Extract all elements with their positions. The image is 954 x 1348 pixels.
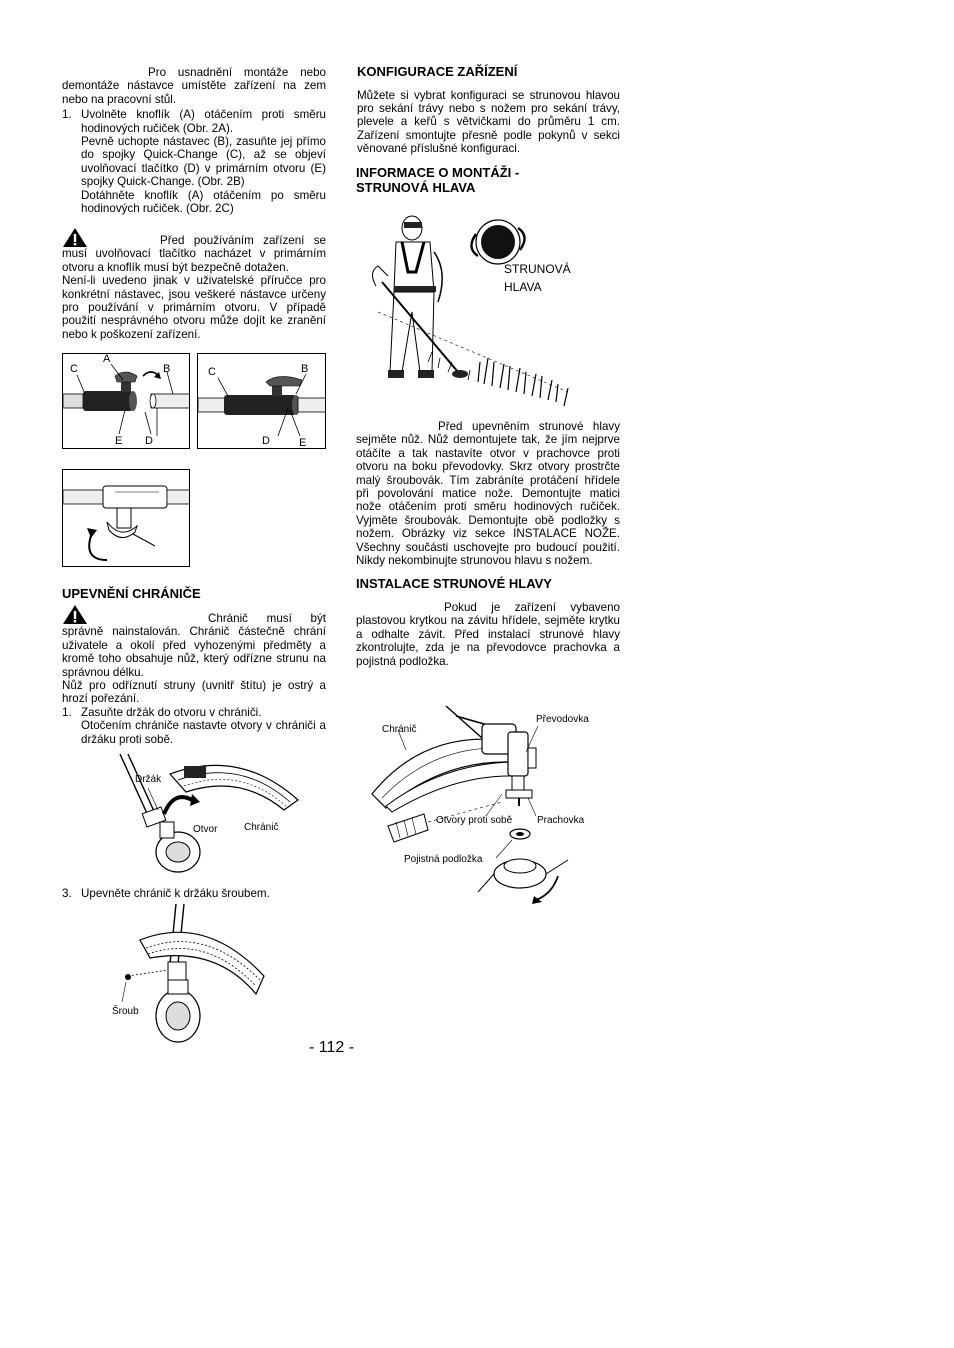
info-text-block — [356, 420, 620, 668]
guard-step-1 — [62, 706, 326, 719]
step-number: 1. — [62, 705, 72, 719]
label-guard: Chránič — [244, 822, 279, 833]
figure-2c — [62, 469, 190, 567]
label-e: E — [299, 437, 307, 449]
info-heading-line-2: STRUNOVÁ HLAVA — [356, 180, 476, 196]
step-text: Upevněte chránič k držáku šroubem. — [81, 887, 270, 900]
label-holder: Držák — [135, 774, 162, 785]
step-text: Zasuňte držák do otvoru v chrániči. — [81, 705, 262, 719]
label-hole: Otvor — [193, 824, 218, 835]
label-dust-cup: Prachovka — [537, 815, 585, 826]
label-gearbox: Převodovka — [536, 714, 589, 725]
assembly-step-1b: Pevně uchopte nástavec (B), zasuňte jej přímo do spojky Quick-Change (C), až se objeví uvolňovací tlačítko (D) v primárním otvoru (E) spojky Quick-Change. (Obr. 2B) — [81, 135, 326, 189]
figure-operator-string-head — [368, 212, 578, 412]
label-d: D — [145, 435, 153, 447]
guard-section — [62, 586, 326, 602]
label-guard: Chránič — [382, 724, 417, 735]
warning-1-continued: Není-li uvedeno jinak v uživatelské příručce pro konkrétní nástavec, jsou veškeré nástavce určeny pro používání v primárním otvoru. V případě použití nesprávného otvoru může dojít ke zranění nebo k poškození zařízení. — [62, 274, 326, 341]
guard-heading: UPEVNĚNÍ CHRÁNIČE — [62, 586, 201, 601]
install-text: Pokud je zařízení vybaveno plastovou krytkou na závitu hřídele, sejměte krytku a odhalte závit. Před instalací strunové hlavy zkontrolujte, zda je na převodovce prachovka a pojistná podložka. — [356, 600, 620, 668]
label-string-head-1: STRUNOVÁ — [504, 262, 571, 276]
label-d: D — [262, 435, 270, 447]
info-text: Před upevněním strunové hlavy sejměte nůž. Nůž demontujete tak, že jím nejprve otáčíte a tak nastavíte otvor v prachovce proti otvoru na boku převodovky. Skrz otvory prostrčte malý šroubovák. Tím zabráníte protáčení hřídele při povolování matice nože. Demontujte matici nože otáčením proti směru hodinových ručiček. Vyjměte šroubovák. Demontujte obě podložky s nožem. Obrázky viz sekce INSTALACE NOŽE. Všechny součásti uschovejte pro budoucí použití. Nikdy nekombinujte strunovou hlavu s nožem. — [356, 420, 620, 568]
operator-trimmer-illustration — [368, 212, 578, 412]
config-text: Můžete si vybrat konfiguraci se strunovou hlavou pro sekání trávy nebo s nožem pro sekání trávy, plevele a keřů s větvičkami do průměru 1 cm. Zařízení smontujte přesně podle pokynů v sekci věnované příslušné konfiguraci. — [357, 88, 620, 156]
page-number: - 112 - — [309, 1039, 355, 1056]
assembly-step-1c: Dotáhněte knoflík (A) otáčením po směru hodinových ručiček. (Obr. 2C) — [81, 188, 326, 216]
figure-guard-screw — [106, 904, 268, 1046]
knob-tightening-illustration — [63, 470, 190, 567]
warning-block-1 — [62, 234, 326, 341]
quick-change-coupler-illustration — [63, 354, 190, 449]
label-b: B — [163, 363, 171, 375]
left-column — [62, 66, 326, 215]
step-number: 1. — [62, 108, 72, 122]
label-lock-washer: Pojistná podložka — [404, 854, 483, 865]
step-text: Uvolněte knoflík (A) otáčením proti směru hodinových ručiček (Obr. 2A). — [81, 108, 326, 135]
label-b: B — [301, 363, 309, 375]
step-number: 3. — [62, 887, 72, 900]
label-e: E — [115, 435, 123, 447]
guard-text — [62, 612, 326, 746]
figure-guard-holder — [100, 754, 300, 879]
guard-warning-text: Chránič musí být správně nainstalován. Chránič částečně chrání uživatele a okolí před vyhozenými předměty a kromě toho obsahuje nůž, který odřízne strunu na správnou délku. — [62, 612, 326, 679]
figure-2a — [62, 353, 190, 449]
warning-1-text: Před používáním zařízení se musí uvolňovací tlačítko nacházet v primárním otvoru a knoflík musí být bezpečně dotažen. — [62, 234, 326, 274]
label-c: C — [70, 363, 78, 375]
guard-holder-illustration — [100, 754, 300, 879]
label-screw: Šroub — [112, 1006, 139, 1017]
config-heading: KONFIGURACE ZAŘÍZENÍ — [357, 64, 518, 79]
guard-screw-illustration — [106, 904, 268, 1046]
guard-step-3-block — [62, 887, 326, 900]
info-heading-line-1: INFORMACE O MONTÁŽI - — [356, 164, 520, 180]
guard-step-3 — [62, 887, 326, 900]
guard-step-1-continued: Otočením chrániče nastavte otvory v chrániči a držáku proti sobě. — [81, 719, 326, 746]
label-holes-aligned: Otvory proti sobě — [436, 815, 513, 826]
figure-2b — [197, 353, 326, 449]
right-column — [356, 64, 620, 196]
label-c: C — [208, 366, 216, 378]
info-heading — [356, 165, 620, 196]
figure-install-string-head — [362, 702, 612, 904]
install-heading: INSTALACE STRUNOVÉ HLAVY — [356, 576, 552, 592]
intro-paragraph: Pro usnadnění montáže nebo demontáže nástavce umístěte zařízení na zem nebo na pracovní stůl. — [62, 66, 326, 106]
label-a: A — [103, 353, 111, 365]
guard-note: Nůž pro odříznutí struny (uvnitř štítu) je ostrý a hrozí pořezání. — [62, 679, 326, 706]
label-string-head-2: HLAVA — [504, 280, 542, 294]
assembly-step-1 — [62, 108, 326, 135]
